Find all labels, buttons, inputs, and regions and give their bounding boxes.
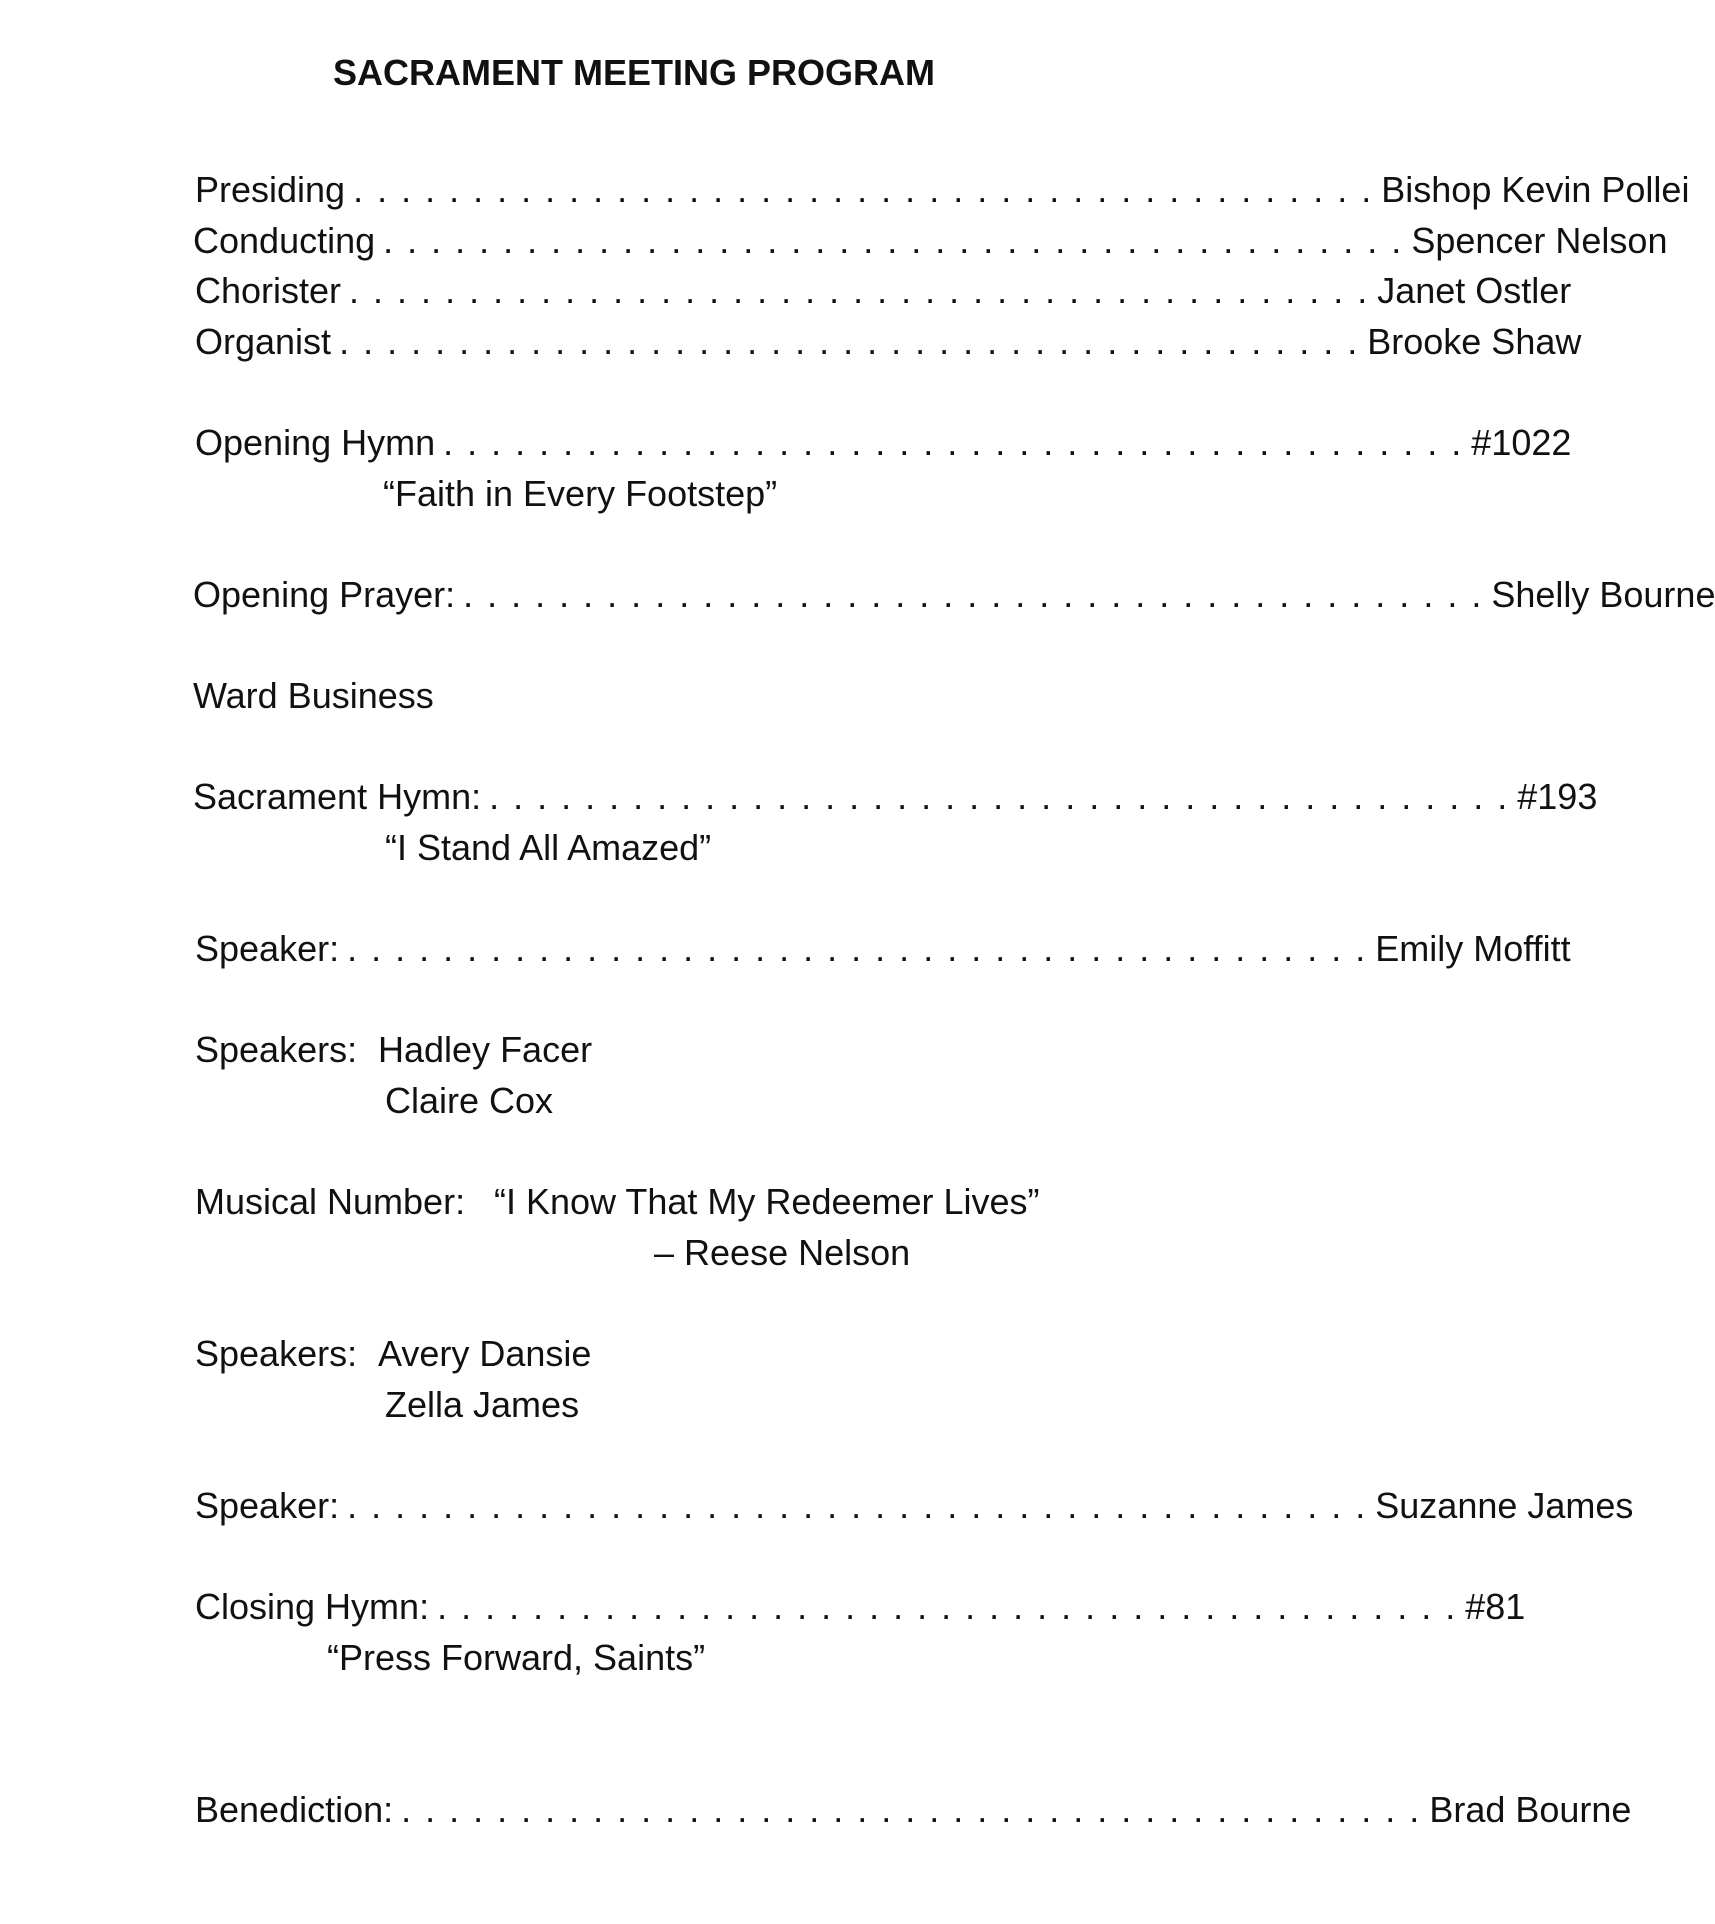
sacrament-hymn-number: #193 [1517,776,1598,817]
speaker-label: Speaker: [195,928,340,969]
speaker-name: Zella James [385,1384,580,1425]
musical-number-title: “I Know That My Redeemer Lives” [494,1181,1040,1222]
closing-hymn-row [195,1585,1526,1629]
opening-hymn-row [195,421,1572,465]
speaker-name: Avery Dansie [378,1333,592,1374]
opening-hymn-title: “Faith in Every Footstep” [383,473,778,514]
ward-business: Ward Business [193,675,434,716]
closing-hymn-title: “Press Forward, Saints” [327,1637,706,1678]
speaker-name: Hadley Facer [378,1029,593,1070]
speakers-label: Speakers: [195,1333,358,1374]
organist-label: Organist [195,321,332,362]
speaker-value: Emily Moffitt [1375,928,1571,969]
opening-hymn-number: #1022 [1471,422,1572,463]
leader-dots: . . . . . . . . . . . . . . . . . . . . . . . . . . . . . . . . . . . . . . . . . . . [463,574,1484,615]
benediction-row [195,1788,1632,1832]
leader-dots: . . . . . . . . . . . . . . . . . . . . . . . . . . . . . . . . . . . . . . . . . . . [401,1789,1422,1830]
leader-dots: . . . . . . . . . . . . . . . . . . . . . . . . . . . . . . . . . . . . . . . . . . . [339,321,1360,362]
leader-dots: . . . . . . . . . . . . . . . . . . . . . . . . . . . . . . . . . . . . . . . . . . . [383,220,1404,261]
presiding-label: Presiding [195,169,346,210]
closing-hymn-number: #81 [1465,1586,1526,1627]
leader-dots: . . . . . . . . . . . . . . . . . . . . . . . . . . . . . . . . . . . . . . . . . . . [349,270,1370,311]
conducting-row [193,219,1668,263]
speaker-value: Suzanne James [1375,1485,1634,1526]
speaker-row [195,927,1571,971]
speakers-row [195,1332,357,1376]
opening-prayer-label: Opening Prayer: [193,574,456,615]
sacrament-hymn-title: “I Stand All Amazed” [385,827,712,868]
sacrament-hymn-label: Sacrament Hymn: [193,776,482,817]
musical-number-label: Musical Number: [195,1181,466,1222]
leader-dots: . . . . . . . . . . . . . . . . . . . . . . . . . . . . . . . . . . . . . . . . . . . [347,928,1368,969]
speakers-label: Speakers: [195,1029,358,1070]
opening-prayer-value: Shelly Bourne [1491,574,1715,615]
speaker-row [195,1484,1634,1528]
speaker-name: Claire Cox [385,1080,554,1121]
speakers-row [195,1028,357,1072]
presiding-value: Bishop Kevin Pollei [1381,169,1690,210]
opening-hymn-label: Opening Hymn [195,422,436,463]
leader-dots: . . . . . . . . . . . . . . . . . . . . . . . . . . . . . . . . . . . . . . . . . . . [437,1586,1458,1627]
musical-number-performer: – Reese Nelson [654,1232,911,1273]
leader-dots: . . . . . . . . . . . . . . . . . . . . . . . . . . . . . . . . . . . . . . . . . . . [347,1485,1368,1526]
leader-dots: . . . . . . . . . . . . . . . . . . . . . . . . . . . . . . . . . . . . . . . . . . . [353,169,1374,210]
benediction-label: Benediction: [195,1789,394,1830]
sacrament-hymn-row [193,775,1598,819]
opening-prayer-row [193,573,1715,617]
closing-hymn-label: Closing Hymn: [195,1586,430,1627]
benediction-value: Brad Bourne [1429,1789,1632,1830]
organist-row [195,320,1582,364]
presiding-row [195,168,1690,212]
chorister-value: Janet Ostler [1377,270,1572,311]
chorister-label: Chorister [195,270,342,311]
leader-dots: . . . . . . . . . . . . . . . . . . . . . . . . . . . . . . . . . . . . . . . . . . . [443,422,1464,463]
chorister-row [195,269,1572,313]
organist-value: Brooke Shaw [1367,321,1582,362]
conducting-value: Spencer Nelson [1411,220,1668,261]
program-title: SACRAMENT MEETING PROGRAM [333,52,935,93]
conducting-label: Conducting [193,220,376,261]
speaker-label: Speaker: [195,1485,340,1526]
leader-dots: . . . . . . . . . . . . . . . . . . . . . . . . . . . . . . . . . . . . . . . . . . . [489,776,1510,817]
